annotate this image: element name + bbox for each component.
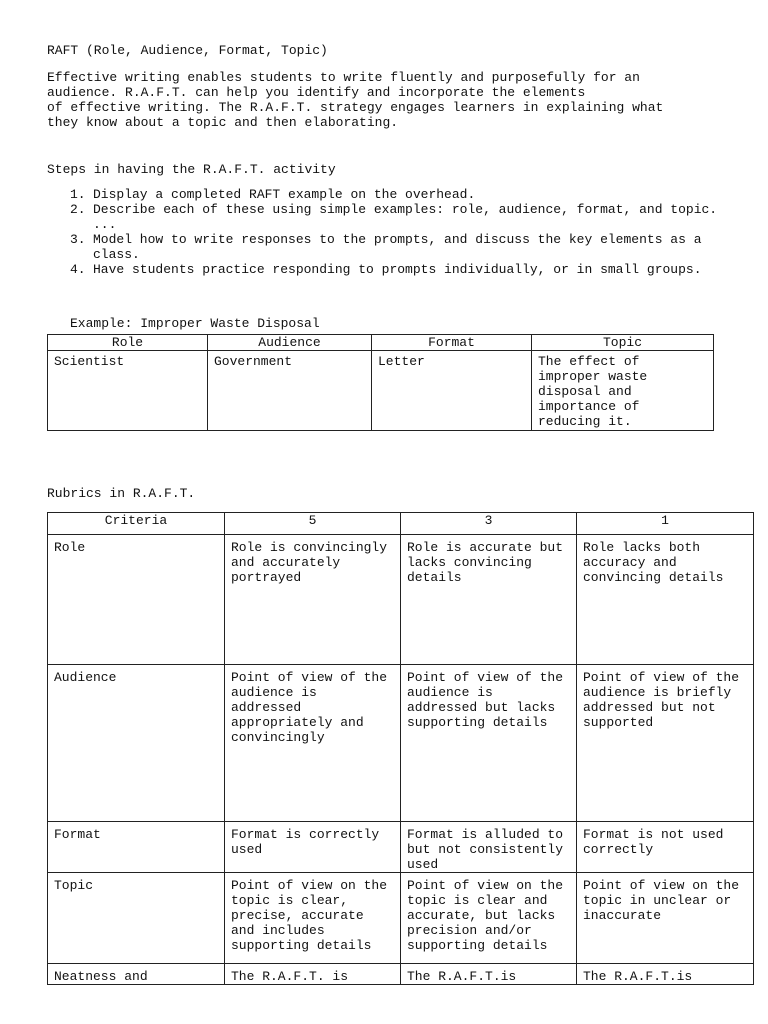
step-number: 4. [70,262,86,277]
table-cell: Role is convincingly and accurately portrayed [225,535,401,665]
example-caption: Example: Improper Waste Disposal [70,316,320,331]
table-cell: The R.A.F.T. is [225,964,401,985]
table-row [48,822,754,873]
table-cell: Format is correctly used [225,822,401,873]
table-header-cell: Topic [532,335,714,351]
table-cell: Role lacks both accuracy and convincing details [577,535,754,665]
rubric-heading: Rubrics in R.A.F.T. [47,486,196,501]
table-cell: Point of view on the topic is clear, precise, accurate and includes supporting details [225,873,401,964]
intro-paragraph [47,70,747,130]
example-table [47,334,714,431]
table-cell: Point of view of the audience is addressed appropriately and convincingly [225,665,401,822]
table-row [48,351,714,431]
intro-line: of effective writing. The R.A.F.T. strategy engages learners in explaining what [47,100,664,115]
list-item [70,202,730,232]
table-cell: Scientist [48,351,208,431]
steps-heading: Steps in having the R.A.F.T. activity [47,162,336,177]
table-cell: The effect of improper waste disposal and importance of reducing it. [532,351,714,431]
step-text: Have students practice responding to prompts individually, or in small groups. [93,262,702,277]
step-number: 2. [70,202,86,217]
intro-line: audience. R.A.F.T. can help you identify and incorporate the elements [47,85,586,100]
table-cell: Point of view of the audience is addressed but lacks supporting details [401,665,577,822]
table-header-row [48,513,754,535]
rubric-table [47,512,754,985]
table-row [48,964,754,985]
table-cell: Role is accurate but lacks convincing details [401,535,577,665]
table-cell: The R.A.F.T.is [577,964,754,985]
page-title: RAFT (Role, Audience, Format, Topic) [47,43,328,58]
table-row [48,873,754,964]
table-cell: Letter [372,351,532,431]
table-cell: Format [48,822,225,873]
table-cell: Format is not used correctly [577,822,754,873]
intro-line: they know about a topic and then elaborating. [47,115,399,130]
table-header-cell: Format [372,335,532,351]
intro-line: Effective writing enables students to write fluently and purposefully for an [47,70,640,85]
list-item [70,187,730,202]
list-item [70,232,730,262]
table-cell: Role [48,535,225,665]
table-header-cell: 5 [225,513,401,535]
table-header-cell: 3 [401,513,577,535]
steps-list [70,187,730,277]
step-text: Describe each of these using simple examples: role, audience, format, and topic. ... [93,202,718,232]
table-header-cell: Role [48,335,208,351]
table-cell: Format is alluded to but not consistently used [401,822,577,873]
table-cell: Point of view of the audience is briefly addressed but not supported [577,665,754,822]
table-cell: The R.A.F.T.is [401,964,577,985]
table-header-row [48,335,714,351]
table-cell: Government [208,351,372,431]
table-row [48,535,754,665]
table-cell: Topic [48,873,225,964]
table-header-cell: 1 [577,513,754,535]
table-cell: Neatness and [48,964,225,985]
step-number: 1. [70,187,86,202]
table-header-cell: Criteria [48,513,225,535]
table-cell: Point of view on the topic in unclear or inaccurate [577,873,754,964]
step-number: 3. [70,232,86,247]
table-cell: Point of view on the topic is clear and accurate, but lacks precision and/or supporting details [401,873,577,964]
list-item [70,262,730,277]
step-text: Display a completed RAFT example on the overhead. [93,187,476,202]
table-header-cell: Audience [208,335,372,351]
table-cell: Audience [48,665,225,822]
table-row [48,665,754,822]
step-text: Model how to write responses to the prompts, and discuss the key elements as a class. [93,232,702,262]
